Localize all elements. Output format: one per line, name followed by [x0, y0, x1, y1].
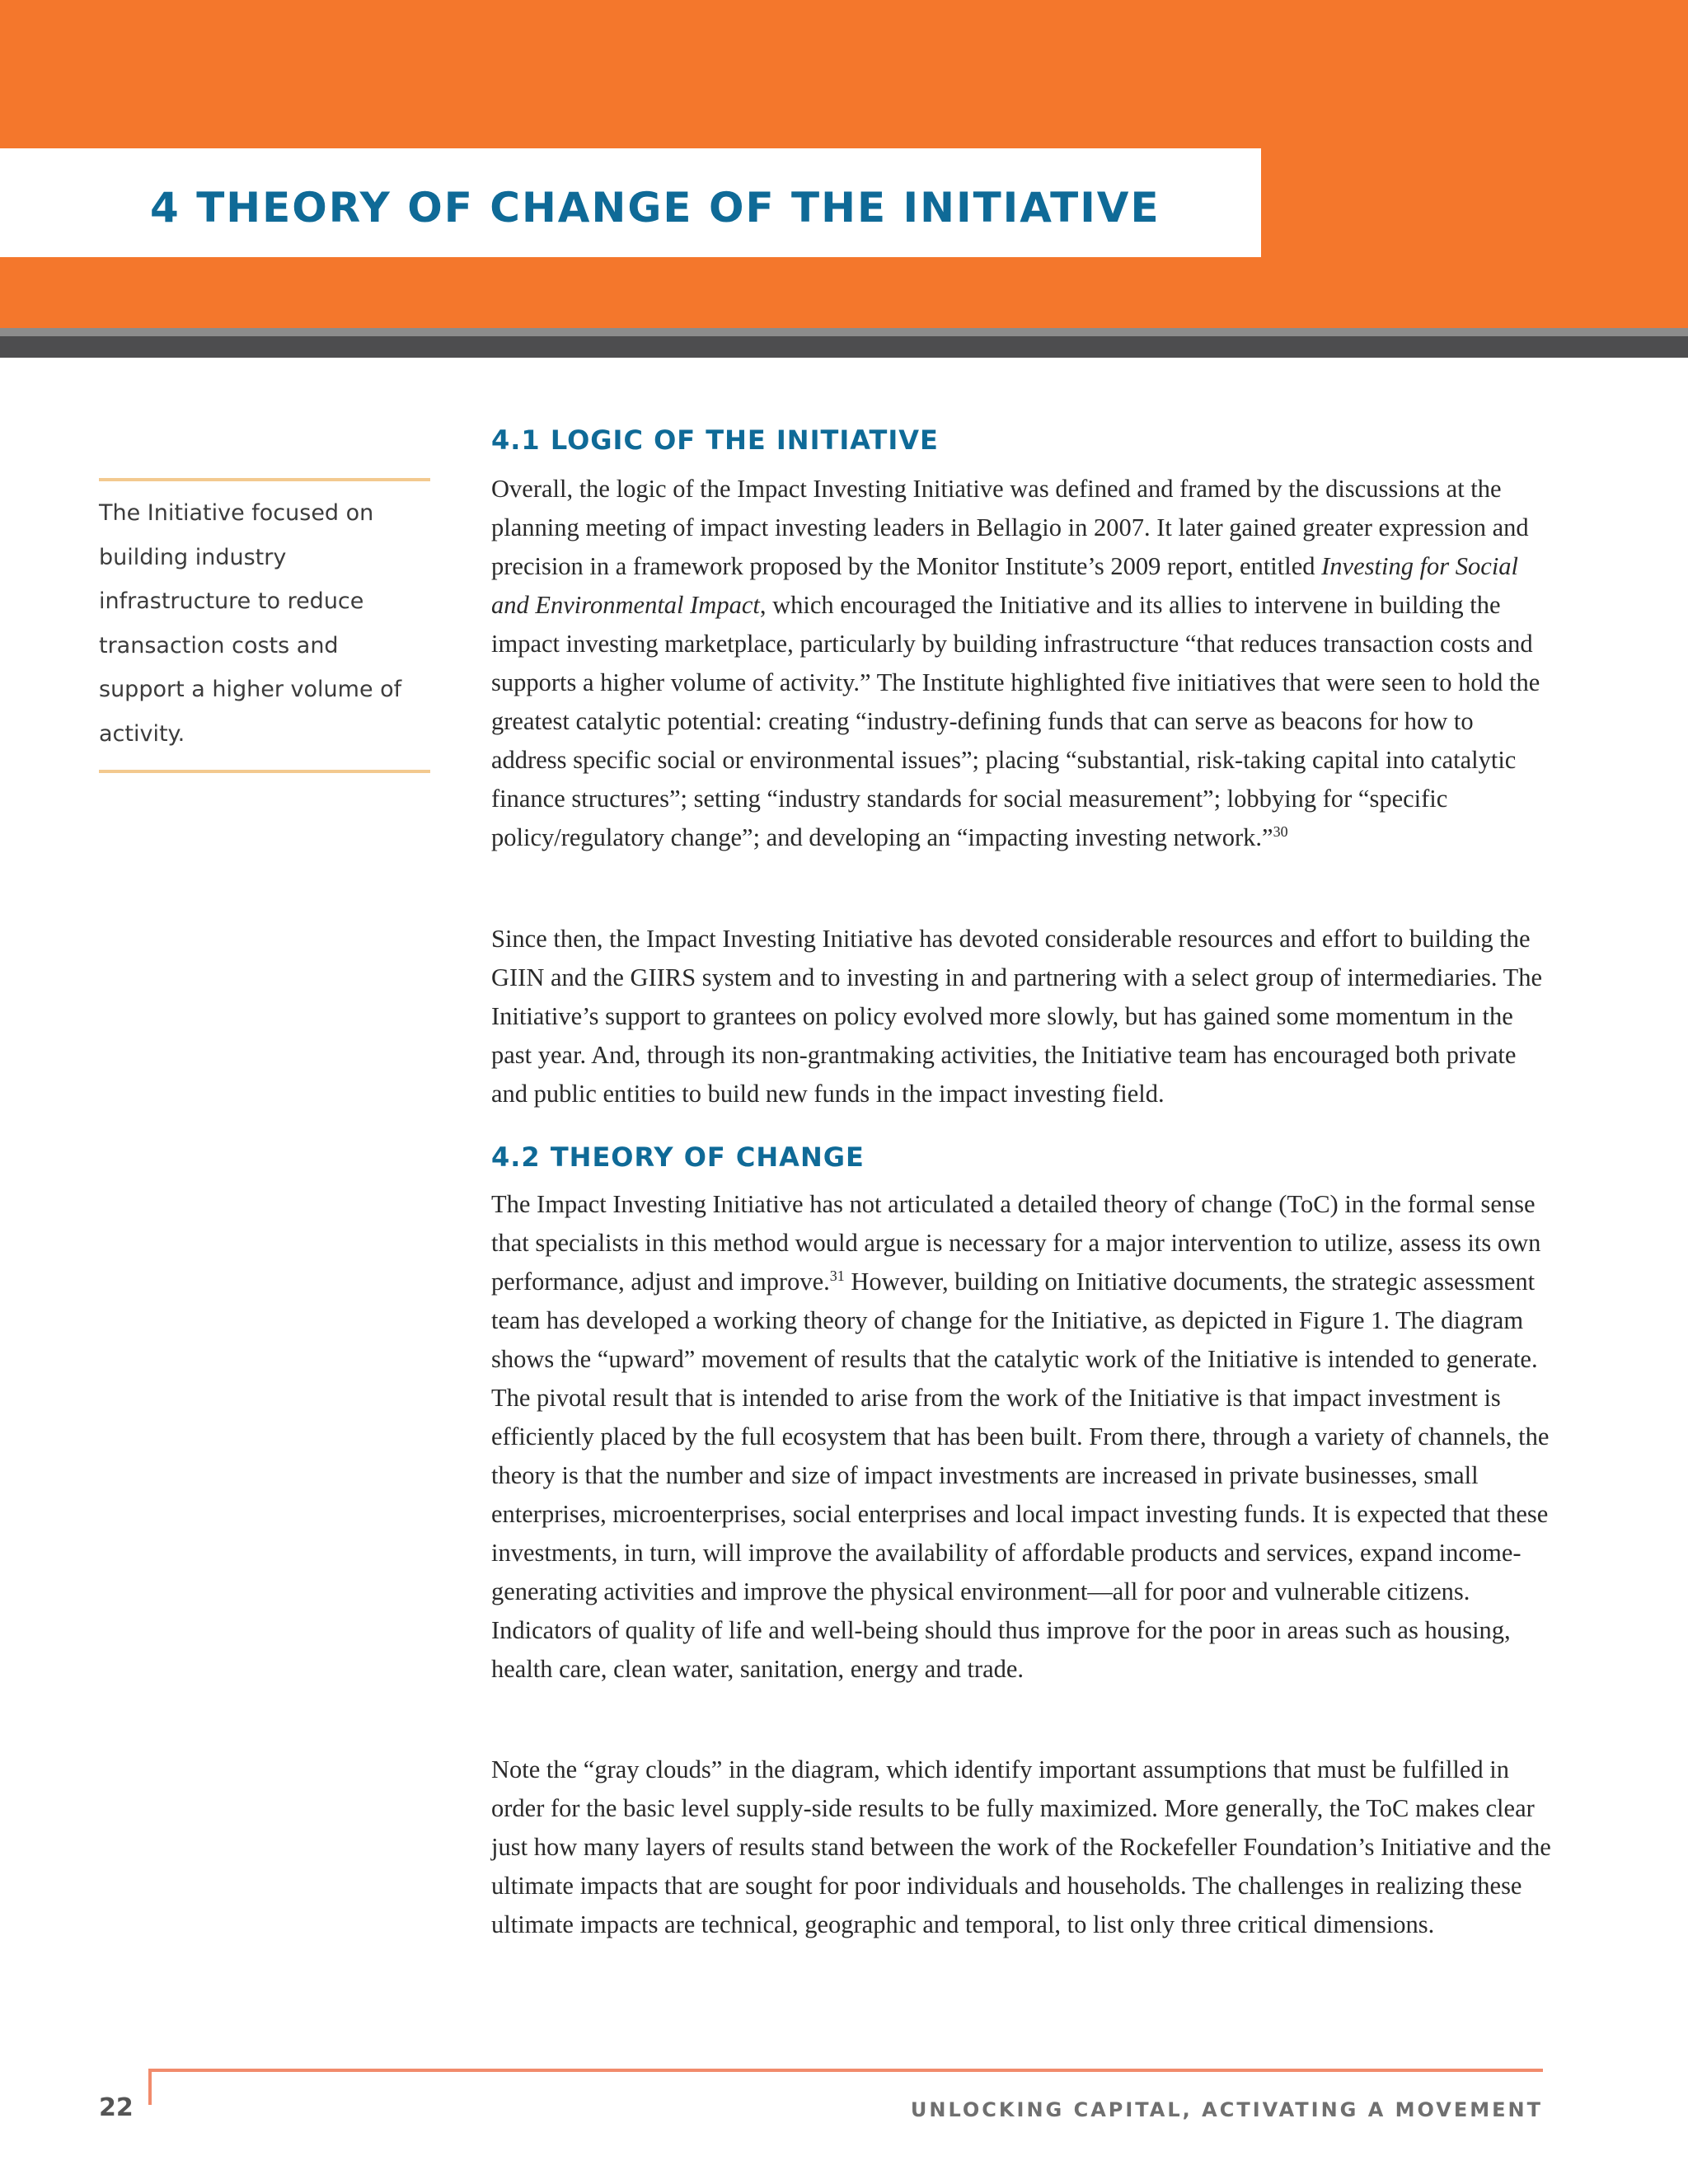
- paragraph-text: The Impact Investing Initiative has not articulated a detailed theory of change (ToC) in the formal sense that specialists in this method would argue is necessary for a major intervention to utilize, assess its own performance, adjust and improve.: [491, 1190, 1541, 1296]
- report-title-italic: Investing for Social and Environmental Impact: [491, 552, 1519, 619]
- body-paragraph: Note the “gray clouds” in the diagram, which identify important assumptions that must be fulfilled in order for the basic level supply-side results to be fully maximized. More generally, the ToC makes clear just how many layers of results stand between the work of the Rockefeller Foundation’s Initiative and the ultimate impacts that are sought for poor individuals and households. The challenges in realizing these ultimate impacts are technical, geographic and temporal, to list only three critical dimensions.: [491, 1755, 1551, 1938]
- paragraph-text: Overall, the logic of the Impact Investing Initiative was defined and framed by the discussions at the planning meeting of impact investing leaders in Bellagio in 2007. It later gained greater expression and precision in a framework proposed by the Monitor Institute’s 2009 report, entitled: [491, 475, 1529, 580]
- body-paragraph: Since then, the Impact Investing Initiative has devoted considerable resources and effort to building the GIIN and the GIIRS system and to investing in and partnering with a select group of intermediaries. The Initiative’s support to grantees on policy evolved more slowly, but has gained some momentum in the past year. And, through its non-grantmaking activities, the Initiative team has encouraged both private and public entities to build new funds in the impact investing field.: [491, 925, 1543, 1108]
- footnote-ref[interactable]: 30: [1273, 823, 1288, 840]
- section-heading-theory: 4.2 THEORY OF CHANGE: [491, 1141, 865, 1173]
- sidebar-pullquote: The Initiative focused on building industry infrastructure to reduce transaction costs and support a higher volume of activity.: [99, 500, 402, 747]
- section-heading-logic: 4.1 LOGIC OF THE INITIATIVE: [491, 424, 939, 456]
- page-number: 22: [99, 2093, 134, 2122]
- pullquote-rule-bottom: [99, 770, 430, 773]
- footnote-ref[interactable]: 31: [829, 1267, 845, 1284]
- pullquote-rule-top: [99, 478, 430, 481]
- paragraph-text: , which encouraged the Initiative and its allies to intervene in building the impact investing marketplace, particularly by building infrastructure “that reduces transaction costs and supports a higher volume of activity.” The Institute highlighted five initiatives that were seen to hold the greatest catalytic potential: creating “industry-defining funds that can serve as beacons for how to address specific social or environmental issues”; placing “substantial, risk-taking capital into catalytic finance structures”; setting “industry standards for social measurement”; lobbying for “specific policy/regulatory change”; and developing an “impacting investing network.”: [491, 591, 1540, 851]
- footer-rule-tick: [148, 2069, 152, 2105]
- header-divider-light: [0, 328, 1688, 336]
- running-title: UNLOCKING CAPITAL, ACTIVATING A MOVEMENT: [910, 2098, 1543, 2121]
- body-paragraph: [491, 1185, 1554, 1689]
- chapter-title: 4 THEORY OF CHANGE OF THE INITIATIVE: [150, 184, 1160, 232]
- footer-rule: [148, 2069, 1543, 2072]
- body-paragraph: [491, 470, 1554, 857]
- paragraph-text: However, building on Initiative documents, the strategic assessment team has developed a working theory of change for the Initiative, as depicted in Figure 1. The diagram shows the “upward” movement of results that the catalytic work of the Initiative is intended to generate. The pivotal result that is intended to arise from the work of the Initiative is that impact investment is efficiently placed by the full ecosystem that has been built. From there, through a variety of channels, the theory is that the number and size of impact investments are increased in private businesses, small enterprises, microenterprises, social enterprises and local impact investing funds. It is expected that these investments, in turn, will improve the availability of affordable products and services, expand income-generating activities and improve the physical environment—all for poor and vulnerable citizens. Indicators of quality of life and well-being should thus improve for the poor in areas such as housing, health care, clean water, sanitation, energy and trade.: [491, 1268, 1550, 1683]
- header-divider-dark: [0, 336, 1688, 358]
